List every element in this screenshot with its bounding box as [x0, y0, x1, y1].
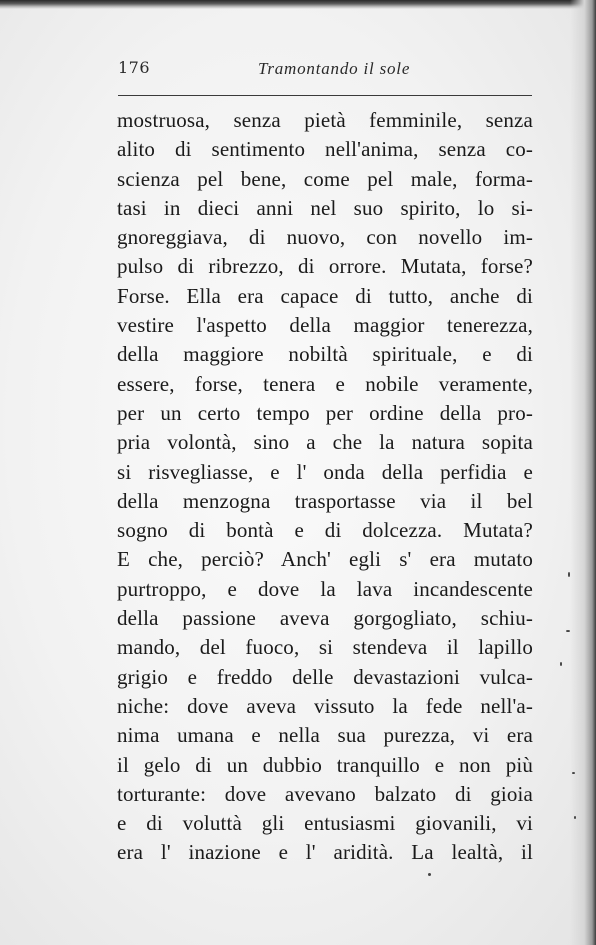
text-line: essere, forse, tenera e nobile veramente,: [117, 371, 533, 396]
text-line: pulso di ribrezzo, di orrore. Mutata, forse?: [117, 254, 533, 279]
header-rule: [118, 95, 532, 96]
text-line: tasi in dieci anni nel suo spirito, lo si-: [117, 195, 533, 220]
text-line: torturante: dove avevano balzato di gioia: [117, 781, 533, 806]
print-speck: [568, 572, 570, 577]
text-line: mando, del fuoco, si stendeva il lapillo: [117, 635, 533, 660]
page-number: 176: [118, 58, 151, 77]
text-line: gnoreggiava, di nuovo, con novello im-: [117, 225, 533, 250]
text-line: vestire l'aspetto della maggior tenerezza,: [117, 313, 533, 338]
print-speck: [566, 630, 570, 632]
page-right-shadow: [570, 0, 596, 945]
text-line: niche: dove aveva vissuto la fede nell'a-: [117, 693, 533, 718]
text-line: alito di sentimento nell'anima, senza co-: [117, 137, 533, 162]
text-line: per un certo tempo per ordine della pro-: [117, 400, 533, 425]
print-speck: [572, 772, 575, 774]
text-line: scienza pel bene, come pel male, forma-: [117, 166, 533, 191]
print-speck: [560, 662, 562, 666]
text-line: grigio e freddo delle devastazioni vulca-: [117, 664, 533, 689]
text-line: il gelo di un dubbio tranquillo e non più: [117, 752, 533, 777]
page-header: [118, 58, 532, 84]
text-line: Forse. Ella era capace di tutto, anche di: [117, 283, 533, 308]
text-line: della passione aveva gorgogliato, schiu-: [117, 606, 533, 631]
body-text: [117, 106, 533, 868]
text-line: della menzogna trasportasse via il bel: [117, 488, 533, 513]
text-line: purtroppo, e dove la lava incandescente: [117, 576, 533, 601]
text-line: della maggiore nobiltà spirituale, e di: [117, 342, 533, 367]
text-line: e di voluttà gli entusiasmi giovanili, vi: [117, 811, 533, 836]
text-line: pria volontà, sino a che la natura sopita: [117, 430, 533, 455]
text-line: nima umana e nella sua purezza, vi era: [117, 723, 533, 748]
text-line: si risvegliasse, e l' onda della perfidia e: [117, 459, 533, 484]
text-line: E che, perciò? Anch' egli s' era mutato: [117, 547, 533, 572]
text-line: sogno di bontà e di dolcezza. Mutata?: [117, 518, 533, 543]
running-title: Tramontando il sole: [258, 59, 411, 78]
text-line: era l' inazione e l' aridità. La lealtà, il: [117, 840, 533, 865]
text-line: mostruosa, senza pietà femminile, senza: [117, 108, 533, 132]
print-speck: [574, 816, 576, 819]
print-speck: [428, 873, 431, 876]
page-top-shadow: [0, 0, 596, 9]
